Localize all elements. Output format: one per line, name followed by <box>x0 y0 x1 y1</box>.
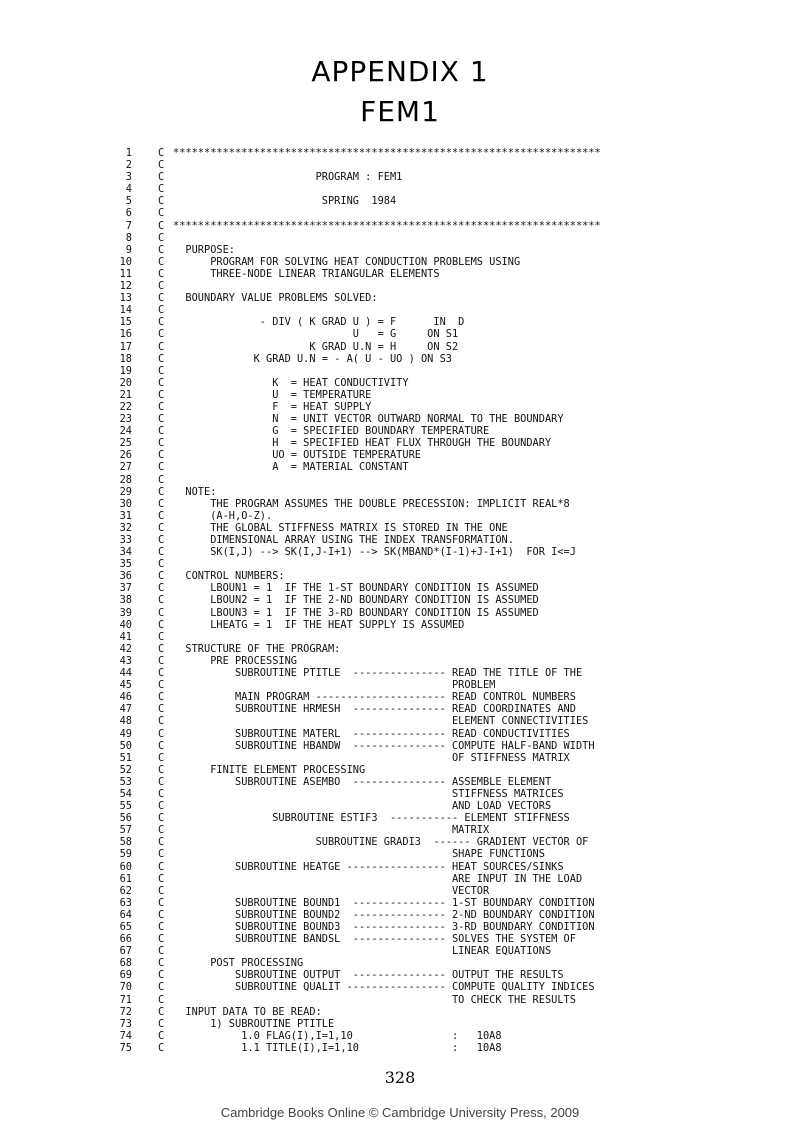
comment-marker: C <box>158 993 165 1006</box>
line-number: 7 <box>125 219 132 232</box>
comment-marker: C <box>158 340 165 353</box>
comment-marker: C <box>158 485 165 498</box>
line-number: 21 <box>119 388 132 401</box>
line-text: (A-H,O-Z). <box>173 509 273 522</box>
line-number: 49 <box>119 727 132 740</box>
comment-marker: C <box>158 437 165 450</box>
comment-marker: C <box>158 267 165 280</box>
comment-marker: C <box>158 800 165 813</box>
line-number: 15 <box>119 316 132 329</box>
comment-marker: C <box>158 1005 165 1018</box>
comment-marker: C <box>158 255 165 268</box>
line-text: LHEATG = 1 IF THE HEAT SUPPLY IS ASSUMED <box>173 618 465 631</box>
line-text: SUBROUTINE PTITLE --------------- READ THE TITLE OF THE <box>173 667 583 680</box>
line-number: 1 <box>125 147 132 159</box>
line-text: AND LOAD VECTORS <box>173 800 552 813</box>
comment-marker: C <box>158 654 165 667</box>
line-number: 8 <box>125 231 132 244</box>
line-number: 73 <box>119 1017 132 1030</box>
line-number: 48 <box>119 715 132 728</box>
comment-marker: C <box>158 775 165 788</box>
line-text: G = SPECIFIED BOUNDARY TEMPERATURE <box>173 425 490 438</box>
line-text: UO = OUTSIDE TEMPERATURE <box>173 449 421 462</box>
line-text: LINEAR EQUATIONS <box>173 945 552 958</box>
line-text: VECTOR <box>173 884 490 897</box>
line-text: SUBROUTINE QUALIT ---------------- COMPUTE QUALITY INDICES <box>173 981 595 994</box>
line-number: 22 <box>119 400 132 413</box>
line-number: 68 <box>119 957 132 970</box>
comment-marker: C <box>158 908 165 921</box>
comment-marker: C <box>158 316 165 329</box>
line-text: SUBROUTINE MATERL --------------- READ CONDUCTIVITIES <box>173 727 570 740</box>
line-number: 61 <box>119 872 132 885</box>
line-number: 24 <box>119 425 132 438</box>
comment-marker: C <box>158 1029 165 1042</box>
comment-marker: C <box>158 546 165 559</box>
comment-marker: C <box>158 679 165 692</box>
line-number: 34 <box>119 546 132 559</box>
line-text: H = SPECIFIED HEAT FLUX THROUGH THE BOUNDARY <box>173 437 552 450</box>
line-number: 41 <box>119 630 132 643</box>
comment-marker: C <box>158 147 165 159</box>
line-text: SUBROUTINE HRMESH --------------- READ COORDINATES AND <box>173 703 576 716</box>
line-number: 62 <box>119 884 132 897</box>
line-number: 43 <box>119 654 132 667</box>
line-number: 71 <box>119 993 132 1006</box>
line-number: 20 <box>119 376 132 389</box>
line-number: 69 <box>119 969 132 982</box>
line-text: SUBROUTINE ASEMBO --------------- ASSEMBLE ELEMENT <box>173 775 552 788</box>
line-number: 40 <box>119 618 132 631</box>
line-text: INPUT DATA TO BE READ: <box>173 1005 322 1018</box>
comment-marker: C <box>158 534 165 546</box>
line-number: 14 <box>119 304 132 317</box>
comment-marker: C <box>158 606 165 619</box>
comment-marker: C <box>158 921 165 933</box>
line-text: NOTE: <box>173 485 217 498</box>
comment-marker: C <box>158 195 165 208</box>
line-text: DIMENSIONAL ARRAY USING THE INDEX TRANSFORMATION. <box>173 534 514 546</box>
line-number: 30 <box>119 497 132 510</box>
line-number: 19 <box>119 364 132 377</box>
line-text: LBOUN1 = 1 IF THE 1-ST BOUNDARY CONDITION IS ASSUMED <box>173 582 539 595</box>
line-text: 1.1 TITLE(I),I=1,10 : 10A8 <box>173 1041 502 1054</box>
line-number: 58 <box>119 836 132 849</box>
line-number: 9 <box>125 243 132 256</box>
line-number: 57 <box>119 824 132 837</box>
line-text: TO CHECK THE RESULTS <box>173 993 576 1006</box>
line-number: 35 <box>119 558 132 571</box>
line-number: 53 <box>119 775 132 788</box>
line-text: ELEMENT CONNECTIVITIES <box>173 715 589 728</box>
line-text: SHAPE FUNCTIONS <box>173 848 545 861</box>
comment-marker: C <box>158 727 165 740</box>
comment-marker: C <box>158 413 165 426</box>
line-number: 56 <box>119 812 132 825</box>
line-text: ********************************************************************* <box>173 147 601 159</box>
line-number: 63 <box>119 896 132 909</box>
comment-marker: C <box>158 159 165 172</box>
comment-marker: C <box>158 812 165 825</box>
comment-marker: C <box>158 280 165 293</box>
comment-marker: C <box>158 896 165 909</box>
line-text: LBOUN2 = 1 IF THE 2-ND BOUNDARY CONDITION IS ASSUMED <box>173 594 539 607</box>
line-number: 70 <box>119 981 132 994</box>
line-number: 10 <box>119 255 132 268</box>
comment-marker: C <box>158 667 165 680</box>
line-number: 4 <box>125 183 132 196</box>
comment-marker: C <box>158 292 165 305</box>
comment-marker: C <box>158 836 165 849</box>
comment-marker: C <box>158 328 165 341</box>
comment-marker: C <box>158 1017 165 1030</box>
comment-marker: C <box>158 388 165 401</box>
line-number: 5 <box>125 195 132 208</box>
line-text: SPRING 1984 <box>173 195 397 208</box>
line-text: MAIN PROGRAM --------------------- READ CONTROL NUMBERS <box>173 691 576 704</box>
line-text: LBOUN3 = 1 IF THE 3-RD BOUNDARY CONDITION IS ASSUMED <box>173 606 539 619</box>
line-number: 60 <box>119 860 132 873</box>
line-text: 1.0 FLAG(I),I=1,10 : 10A8 <box>173 1029 502 1042</box>
line-number: 27 <box>119 461 132 474</box>
copyright-footer: Cambridge Books Online © Cambridge University Press, 2009 <box>220 1105 580 1120</box>
comment-marker: C <box>158 945 165 958</box>
line-text: U = G ON S1 <box>173 328 459 341</box>
line-text: SUBROUTINE BOUND2 --------------- 2-ND BOUNDARY CONDITION <box>173 908 595 921</box>
line-text: SUBROUTINE OUTPUT --------------- OUTPUT THE RESULTS <box>173 969 564 982</box>
line-number: 12 <box>119 280 132 293</box>
comment-marker: C <box>158 763 165 776</box>
line-text: SUBROUTINE HEATGE ---------------- HEAT SOURCES/SINKS <box>173 860 564 873</box>
comment-marker: C <box>158 884 165 897</box>
line-number: 75 <box>119 1041 132 1054</box>
line-text: ********************************************************************* <box>173 219 601 232</box>
line-number: 32 <box>119 521 132 534</box>
line-number: 59 <box>119 848 132 861</box>
comment-marker: C <box>158 243 165 256</box>
line-text: 1) SUBROUTINE PTITLE <box>173 1017 335 1030</box>
line-text: PROGRAM : FEM1 <box>173 171 403 184</box>
comment-marker: C <box>158 872 165 885</box>
comment-marker: C <box>158 376 165 389</box>
appendix-title: APPENDIX 1 <box>311 55 489 88</box>
line-text: PROBLEM <box>173 679 496 692</box>
comment-marker: C <box>158 497 165 510</box>
line-number: 47 <box>119 703 132 716</box>
line-text: ARE INPUT IN THE LOAD <box>173 872 583 885</box>
line-text: OF STIFFNESS MATRIX <box>173 751 570 764</box>
line-number: 29 <box>119 485 132 498</box>
comment-marker: C <box>158 642 165 655</box>
line-text: - DIV ( K GRAD U ) = F IN D <box>173 316 465 329</box>
line-number: 72 <box>119 1005 132 1018</box>
line-number: 31 <box>119 509 132 522</box>
comment-marker: C <box>158 171 165 184</box>
comment-marker: C <box>158 558 165 571</box>
line-number: 46 <box>119 691 132 704</box>
line-text: STRUCTURE OF THE PROGRAM: <box>173 642 341 655</box>
line-text: PROGRAM FOR SOLVING HEAT CONDUCTION PROBLEMS USING <box>173 255 521 268</box>
line-text: THREE-NODE LINEAR TRIANGULAR ELEMENTS <box>173 267 440 280</box>
line-number: 44 <box>119 667 132 680</box>
comment-marker: C <box>158 618 165 631</box>
comment-marker: C <box>158 824 165 837</box>
line-number: 37 <box>119 582 132 595</box>
comment-marker: C <box>158 787 165 800</box>
line-number: 38 <box>119 594 132 607</box>
line-text: STIFFNESS MATRICES <box>173 787 564 800</box>
line-text: MATRIX <box>173 824 490 837</box>
line-number: 11 <box>119 267 132 280</box>
line-text: K GRAD U.N = - A( U - UO ) ON S3 <box>173 352 452 365</box>
line-number: 36 <box>119 570 132 583</box>
comment-marker: C <box>158 352 165 365</box>
line-text: POST PROCESSING <box>173 957 304 970</box>
comment-marker: C <box>158 183 165 196</box>
line-text: SK(I,J) --> SK(I,J-I+1) --> SK(MBAND*(I-1)+J-I+1) FOR I<=J <box>173 546 576 559</box>
comment-marker: C <box>158 400 165 413</box>
line-number: 64 <box>119 908 132 921</box>
comment-marker: C <box>158 751 165 764</box>
line-text: A = MATERIAL CONSTANT <box>173 461 409 474</box>
line-text: F = HEAT SUPPLY <box>173 400 372 413</box>
comment-marker: C <box>158 509 165 522</box>
line-number: 50 <box>119 739 132 752</box>
line-number: 18 <box>119 352 132 365</box>
comment-marker: C <box>158 231 165 244</box>
line-number: 6 <box>125 207 132 220</box>
comment-marker: C <box>158 933 165 946</box>
comment-marker: C <box>158 449 165 462</box>
line-text: SUBROUTINE BANDSL --------------- SOLVES THE SYSTEM OF <box>173 933 576 946</box>
line-text: U = TEMPERATURE <box>173 388 372 401</box>
line-number: 54 <box>119 787 132 800</box>
comment-marker: C <box>158 981 165 994</box>
line-text: K = HEAT CONDUCTIVITY <box>173 376 409 389</box>
comment-marker: C <box>158 461 165 474</box>
line-number: 52 <box>119 763 132 776</box>
line-number: 39 <box>119 606 132 619</box>
line-number: 33 <box>119 534 132 546</box>
comment-marker: C <box>158 594 165 607</box>
comment-marker: C <box>158 521 165 534</box>
line-number: 74 <box>119 1029 132 1042</box>
comment-marker: C <box>158 425 165 438</box>
comment-marker: C <box>158 570 165 583</box>
line-number: 42 <box>119 642 132 655</box>
program-title: FEM1 <box>360 95 440 128</box>
comment-marker: C <box>158 364 165 377</box>
comment-marker: C <box>158 860 165 873</box>
line-number: 23 <box>119 413 132 426</box>
line-text: CONTROL NUMBERS: <box>173 570 285 583</box>
comment-marker: C <box>158 630 165 643</box>
line-number: 17 <box>119 340 132 353</box>
line-number: 65 <box>119 921 132 933</box>
line-text: N = UNIT VECTOR OUTWARD NORMAL TO THE BOUNDARY <box>173 413 564 426</box>
line-number: 13 <box>119 292 132 305</box>
line-number: 66 <box>119 933 132 946</box>
comment-marker: C <box>158 582 165 595</box>
line-text: THE GLOBAL STIFFNESS MATRIX IS STORED IN THE ONE <box>173 521 508 534</box>
comment-marker: C <box>158 715 165 728</box>
line-text: PRE PROCESSING <box>173 654 297 667</box>
line-number: 16 <box>119 328 132 341</box>
page-number: 328 <box>384 1068 416 1087</box>
line-text: PURPOSE: <box>173 243 235 256</box>
comment-marker: C <box>158 739 165 752</box>
line-number: 28 <box>119 473 132 486</box>
line-number: 2 <box>125 159 132 172</box>
line-text: SUBROUTINE HBANDW --------------- COMPUTE HALF-BAND WIDTH <box>173 739 595 752</box>
line-number: 25 <box>119 437 132 450</box>
line-text: SUBROUTINE BOUND3 --------------- 3-RD BOUNDARY CONDITION <box>173 921 595 933</box>
line-text: THE PROGRAM ASSUMES THE DOUBLE PRECESSION: IMPLICIT REAL*8 <box>173 497 570 510</box>
line-number: 51 <box>119 751 132 764</box>
line-number: 3 <box>125 171 132 184</box>
comment-marker: C <box>158 207 165 220</box>
comment-marker: C <box>158 691 165 704</box>
line-number: 55 <box>119 800 132 813</box>
comment-marker: C <box>158 703 165 716</box>
comment-marker: C <box>158 473 165 486</box>
line-text: K GRAD U.N = H ON S2 <box>173 340 459 353</box>
comment-marker: C <box>158 957 165 970</box>
line-text: BOUNDARY VALUE PROBLEMS SOLVED: <box>173 292 378 305</box>
comment-marker: C <box>158 304 165 317</box>
comment-marker: C <box>158 969 165 982</box>
comment-marker: C <box>158 219 165 232</box>
line-number: 26 <box>119 449 132 462</box>
line-text: SUBROUTINE ESTIF3 ----------- ELEMENT STIFFNESS <box>173 812 570 825</box>
line-number: 45 <box>119 679 132 692</box>
line-text: SUBROUTINE BOUND1 --------------- 1-ST BOUNDARY CONDITION <box>173 896 595 909</box>
line-text: FINITE ELEMENT PROCESSING <box>173 763 366 776</box>
comment-marker: C <box>158 1041 165 1054</box>
line-number: 67 <box>119 945 132 958</box>
comment-marker: C <box>158 848 165 861</box>
line-text: SUBROUTINE GRADI3 ------ GRADIENT VECTOR OF <box>173 836 589 849</box>
